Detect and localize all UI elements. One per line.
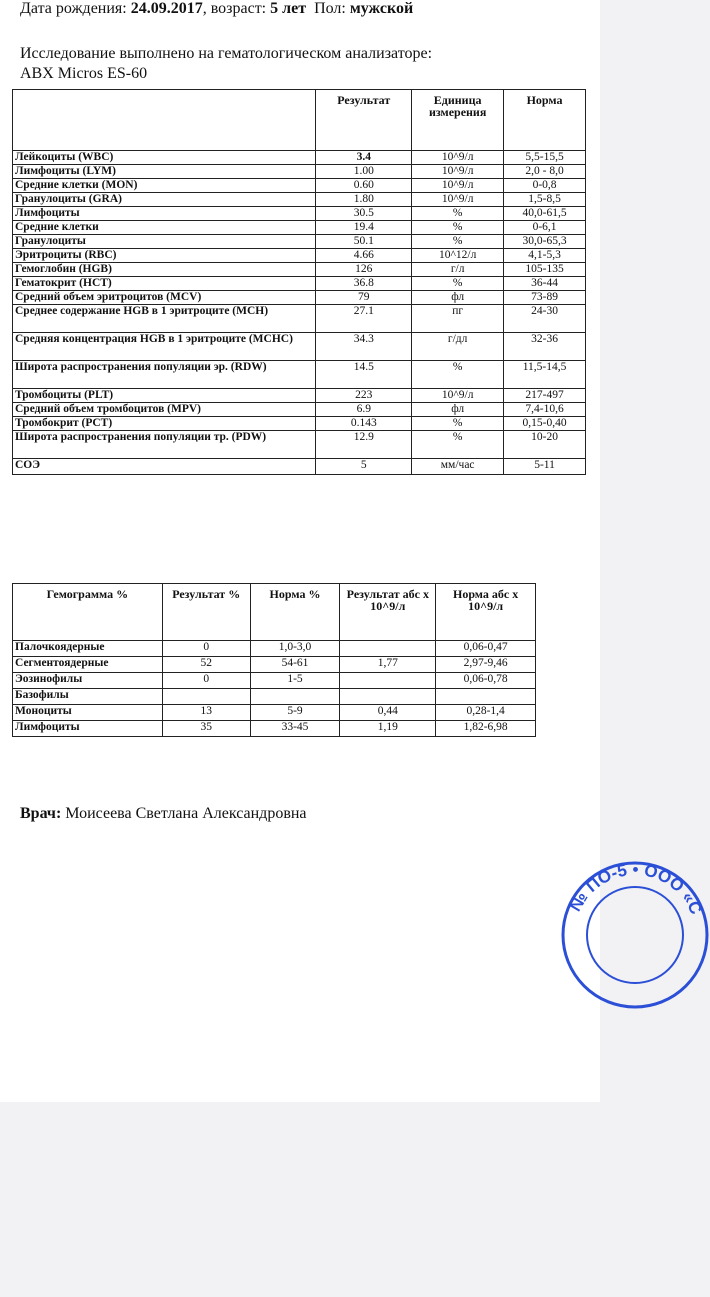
table-row <box>13 389 586 403</box>
test-norm: 4,1-5,3 <box>504 249 586 263</box>
test-norm: 24-30 <box>504 305 586 333</box>
test-norm: 2,0 - 8,0 <box>504 165 586 179</box>
column-header: Результат % <box>162 584 250 641</box>
test-name: Широта распространения популяции тр. (PDW) <box>13 431 316 459</box>
table-row <box>13 641 536 657</box>
cell-result-pct: 0 <box>162 673 250 689</box>
test-name: Гранулоциты (GRA) <box>13 193 316 207</box>
cell-result-pct: 13 <box>162 705 250 721</box>
test-result: 223 <box>316 389 412 403</box>
doctor-signature-line <box>20 805 307 823</box>
svg-text:№ ПО-5 • ООО «С <box>566 860 706 917</box>
test-unit: фл <box>412 291 504 305</box>
test-result: 34.3 <box>316 333 412 361</box>
test-norm: 73-89 <box>504 291 586 305</box>
test-unit: % <box>412 417 504 431</box>
study-line-1: Исследование выполнено на гематологическом анализаторе: <box>20 45 433 62</box>
test-norm: 105-135 <box>504 263 586 277</box>
sex-value: мужской <box>349 0 414 17</box>
table-header-row <box>13 90 586 151</box>
table-row <box>13 459 586 475</box>
study-line-2: ABX Micros ES-60 <box>20 65 148 82</box>
cell-norm-abs: 0,28-1,4 <box>436 705 536 721</box>
doctor-name: Моисеева Светлана Александровна <box>65 805 307 822</box>
test-norm: 217-497 <box>504 389 586 403</box>
test-norm: 0-6,1 <box>504 221 586 235</box>
study-description <box>20 44 580 84</box>
test-norm: 5-11 <box>504 459 586 475</box>
test-name: Средний объем эритроцитов (MCV) <box>13 291 316 305</box>
table-row <box>13 291 586 305</box>
test-unit: г/дл <box>412 333 504 361</box>
column-header: Гемограмма % <box>13 584 163 641</box>
table-row <box>13 207 586 221</box>
test-unit: г/л <box>412 263 504 277</box>
table-row <box>13 151 586 165</box>
cell-norm-abs: 0,06-0,47 <box>436 641 536 657</box>
cell-norm-abs: 2,97-9,46 <box>436 657 536 673</box>
test-result: 5 <box>316 459 412 475</box>
test-name: Лимфоциты (LYM) <box>13 165 316 179</box>
patient-info-line <box>20 0 413 18</box>
cell-type: Лимфоциты <box>13 721 163 737</box>
cell-result-abs: 1,19 <box>340 721 436 737</box>
test-norm: 0,15-0,40 <box>504 417 586 431</box>
test-norm: 1,5-8,5 <box>504 193 586 207</box>
test-unit: пг <box>412 305 504 333</box>
table-row <box>13 431 586 459</box>
test-result: 1.00 <box>316 165 412 179</box>
test-result: 126 <box>316 263 412 277</box>
hemogram-body <box>13 641 536 737</box>
table-row <box>13 165 586 179</box>
test-result: 19.4 <box>316 221 412 235</box>
cell-norm-abs: 1,82-6,98 <box>436 721 536 737</box>
cell-norm-abs: 0,06-0,78 <box>436 673 536 689</box>
test-name: Среднее содержание HGB в 1 эритроците (MCH) <box>13 305 316 333</box>
table-row <box>13 305 586 333</box>
test-norm: 5,5-15,5 <box>504 151 586 165</box>
table-row <box>13 721 536 737</box>
table-row <box>13 235 586 249</box>
test-result: 79 <box>316 291 412 305</box>
test-norm: 7,4-10,6 <box>504 403 586 417</box>
birth-date: 24.09.2017 <box>130 0 203 17</box>
test-unit: % <box>412 235 504 249</box>
test-name: Тромбоциты (PLT) <box>13 389 316 403</box>
table-row <box>13 249 586 263</box>
table-row <box>13 263 586 277</box>
test-result: 12.9 <box>316 431 412 459</box>
test-unit: % <box>412 221 504 235</box>
table-row <box>13 689 536 705</box>
table-row <box>13 333 586 361</box>
test-unit: 10^9/л <box>412 179 504 193</box>
cell-norm-pct: 54-61 <box>250 657 340 673</box>
column-header: Единица измерения <box>412 90 504 151</box>
cell-norm-pct: 1-5 <box>250 673 340 689</box>
test-result: 14.5 <box>316 361 412 389</box>
cell-type: Моноциты <box>13 705 163 721</box>
round-stamp <box>560 860 710 1010</box>
blood-test-body <box>13 151 586 475</box>
table-row <box>13 277 586 291</box>
test-norm: 11,5-14,5 <box>504 361 586 389</box>
table-row <box>13 179 586 193</box>
cell-result-pct <box>162 689 250 705</box>
cell-result-abs <box>340 641 436 657</box>
test-result: 50.1 <box>316 235 412 249</box>
cell-type: Эозинофилы <box>13 673 163 689</box>
test-unit: 10^12/л <box>412 249 504 263</box>
test-unit: 10^9/л <box>412 165 504 179</box>
test-unit: % <box>412 277 504 291</box>
cell-type: Палочкоядерные <box>13 641 163 657</box>
cell-result-abs: 1,77 <box>340 657 436 673</box>
age-label: , возраст: <box>202 0 267 17</box>
table-row <box>13 193 586 207</box>
cell-norm-pct <box>250 689 340 705</box>
cell-result-pct: 35 <box>162 721 250 737</box>
cell-result-pct: 0 <box>162 641 250 657</box>
table-row <box>13 361 586 389</box>
test-norm: 0-0,8 <box>504 179 586 193</box>
test-name: Средние клетки (MON) <box>13 179 316 193</box>
test-result: 1.80 <box>316 193 412 207</box>
cell-norm-pct: 1,0-3,0 <box>250 641 340 657</box>
column-header: Норма <box>504 90 586 151</box>
test-result: 3.4 <box>316 151 412 165</box>
column-header: Норма абс х 10^9/л <box>436 584 536 641</box>
test-unit: 10^9/л <box>412 151 504 165</box>
test-name: Лейкоциты (WBC) <box>13 151 316 165</box>
birth-label: Дата рождения: <box>20 0 127 17</box>
cell-result-abs: 0,44 <box>340 705 436 721</box>
test-name: Гемоглобин (HGB) <box>13 263 316 277</box>
cell-result-abs <box>340 689 436 705</box>
test-name: Эритроциты (RBC) <box>13 249 316 263</box>
test-unit: фл <box>412 403 504 417</box>
test-result: 30.5 <box>316 207 412 221</box>
table-row <box>13 221 586 235</box>
blood-test-table <box>12 89 586 475</box>
test-norm: 10-20 <box>504 431 586 459</box>
column-header: Норма % <box>250 584 340 641</box>
cell-result-abs <box>340 673 436 689</box>
test-result: 27.1 <box>316 305 412 333</box>
cell-norm-pct: 5-9 <box>250 705 340 721</box>
test-name: СОЭ <box>13 459 316 475</box>
test-norm: 30,0-65,3 <box>504 235 586 249</box>
test-norm: 36-44 <box>504 277 586 291</box>
cell-norm-pct: 33-45 <box>250 721 340 737</box>
test-name: Гематокрит (HCT) <box>13 277 316 291</box>
table-row <box>13 403 586 417</box>
test-name: Средние клетки <box>13 221 316 235</box>
test-name: Средняя концентрация HGB в 1 эритроците (MCHC) <box>13 333 316 361</box>
stamp-text: № ПО-5 • ООО «С <box>565 860 706 918</box>
test-result: 0.143 <box>316 417 412 431</box>
column-header: Результат <box>316 90 412 151</box>
table-row <box>13 657 536 673</box>
test-result: 36.8 <box>316 277 412 291</box>
test-result: 6.9 <box>316 403 412 417</box>
cell-result-pct: 52 <box>162 657 250 673</box>
test-result: 0.60 <box>316 179 412 193</box>
test-norm: 32-36 <box>504 333 586 361</box>
test-norm: 40,0-61,5 <box>504 207 586 221</box>
doctor-label: Врач: <box>20 805 62 822</box>
cell-norm-abs <box>436 689 536 705</box>
test-unit: % <box>412 361 504 389</box>
test-unit: 10^9/л <box>412 193 504 207</box>
cell-type: Сегментоядерные <box>13 657 163 673</box>
table-header-row <box>13 584 536 641</box>
hemogram-table <box>12 583 536 737</box>
table-row <box>13 705 536 721</box>
test-result: 4.66 <box>316 249 412 263</box>
test-unit: % <box>412 207 504 221</box>
sex-label: Пол: <box>314 0 346 17</box>
test-name: Широта распространения популяции эр. (RDW) <box>13 361 316 389</box>
test-unit: мм/час <box>412 459 504 475</box>
age-value: 5 лет <box>270 0 307 17</box>
column-header: Результат абс х 10^9/л <box>340 584 436 641</box>
table-row <box>13 673 536 689</box>
test-name: Гранулоциты <box>13 235 316 249</box>
test-name: Лимфоциты <box>13 207 316 221</box>
test-name: Тромбокрит (PCT) <box>13 417 316 431</box>
column-header <box>13 90 316 151</box>
table-row <box>13 417 586 431</box>
cell-type: Базофилы <box>13 689 163 705</box>
test-unit: % <box>412 431 504 459</box>
test-name: Средний объем тромбоцитов (MPV) <box>13 403 316 417</box>
test-unit: 10^9/л <box>412 389 504 403</box>
